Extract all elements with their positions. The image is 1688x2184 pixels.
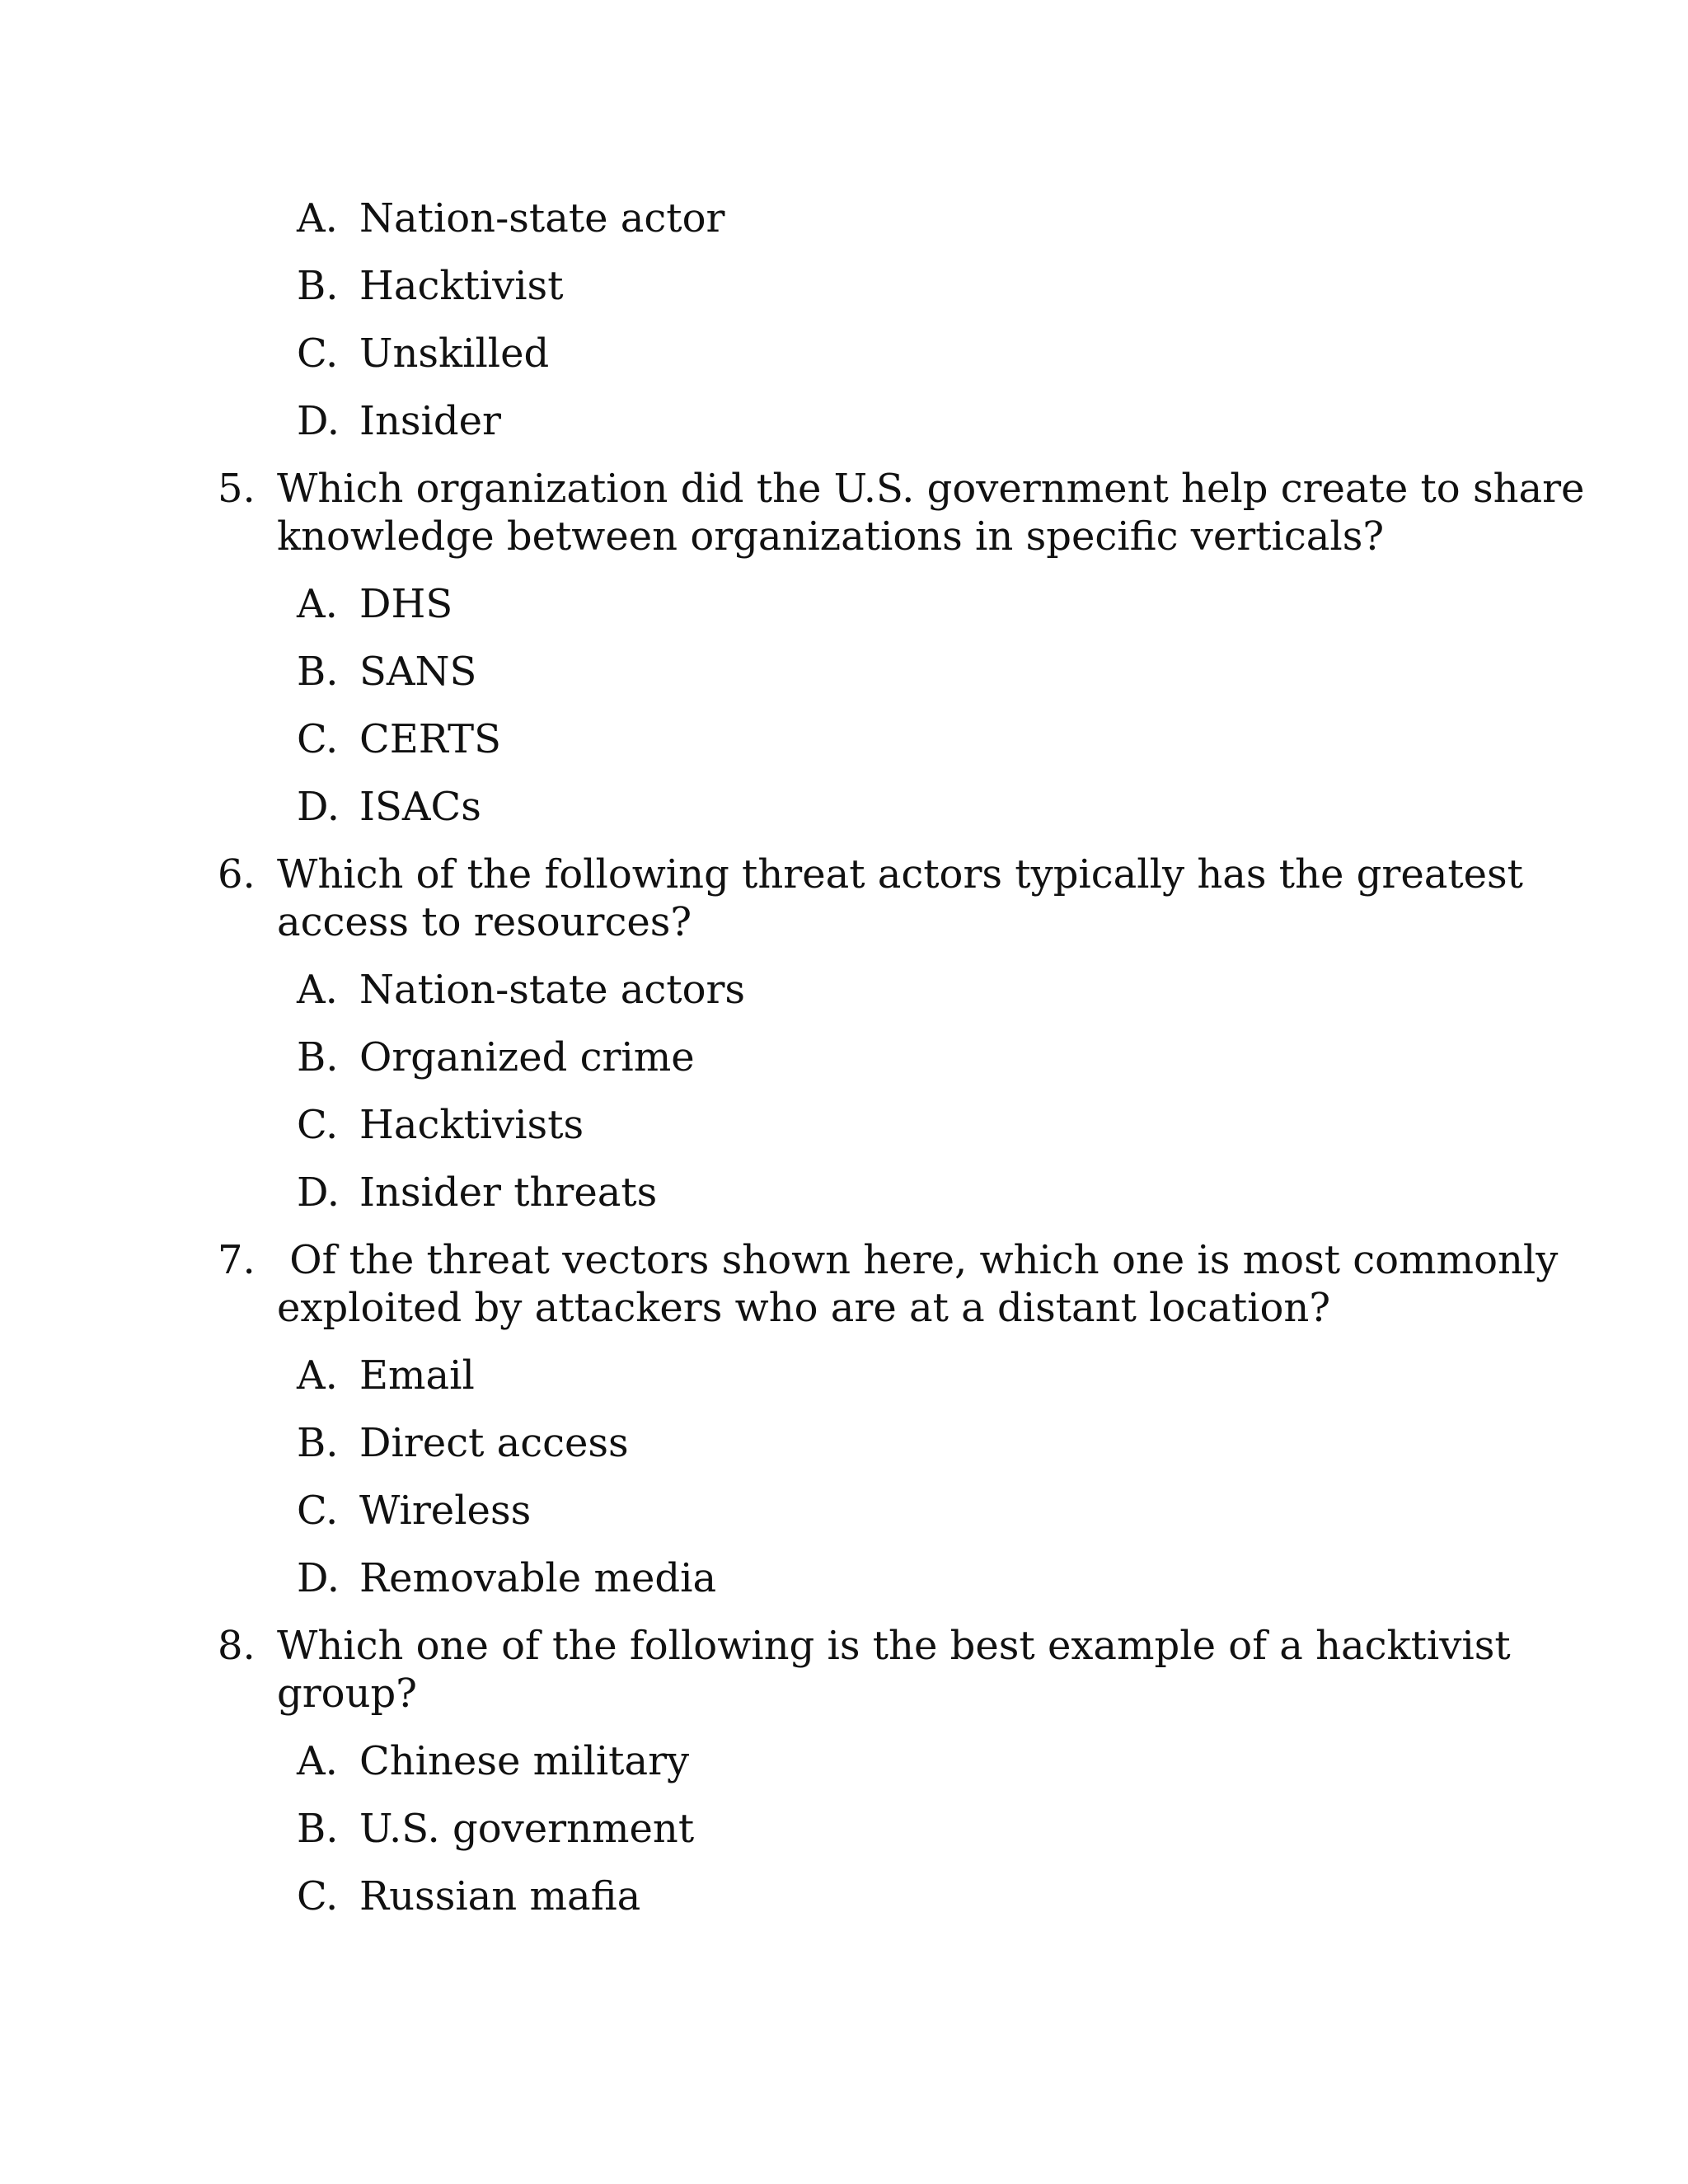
question-6-continuation — [277, 898, 692, 946]
answer-option — [297, 1352, 475, 1399]
option-letter: B. — [297, 263, 339, 309]
answer-option — [297, 262, 563, 310]
answer-option — [297, 1101, 584, 1149]
option-letter: D. — [297, 1555, 340, 1601]
answer-option — [297, 1554, 716, 1602]
option-letter: A. — [297, 1352, 338, 1399]
option-letter: A. — [297, 195, 338, 241]
answer-option — [297, 1737, 689, 1785]
question-text: group? — [277, 1671, 417, 1717]
question-number: 7. — [218, 1237, 256, 1283]
question-text: Of the threat vectors shown here, which one is most commonly — [277, 1237, 1559, 1283]
option-letter: D. — [297, 398, 340, 444]
answer-option — [297, 1419, 629, 1467]
answer-option — [297, 966, 745, 1014]
question-6 — [218, 851, 1523, 898]
option-text: Hacktivists — [359, 1102, 584, 1148]
answer-option — [297, 648, 476, 696]
option-letter: B. — [297, 1806, 339, 1852]
option-text: Nation-state actor — [359, 195, 725, 241]
question-text: exploited by attackers who are at a distant location? — [277, 1285, 1331, 1331]
question-7 — [218, 1236, 1558, 1284]
question-text: Which one of the following is the best example of a hacktivist — [277, 1623, 1511, 1669]
option-text: DHS — [359, 581, 453, 627]
option-text: CERTS — [359, 716, 501, 762]
question-number: 8. — [218, 1623, 256, 1669]
option-text: Wireless — [359, 1488, 532, 1534]
question-8 — [218, 1622, 1511, 1670]
option-letter: D. — [297, 784, 340, 830]
option-text: Removable media — [359, 1555, 717, 1601]
option-letter: B. — [297, 649, 339, 695]
answer-option — [297, 783, 481, 831]
answer-option — [297, 397, 501, 445]
answer-option — [297, 1805, 694, 1853]
option-letter: C. — [297, 330, 339, 377]
option-text: Nation-state actors — [359, 967, 746, 1013]
option-letter: D. — [297, 1169, 340, 1216]
question-text: access to resources? — [277, 899, 692, 945]
answer-option — [297, 330, 549, 377]
option-text: U.S. government — [359, 1806, 695, 1852]
option-text: Insider — [359, 398, 501, 444]
option-text: Organized crime — [359, 1034, 695, 1080]
answer-option — [297, 1033, 695, 1081]
option-letter: A. — [297, 1738, 338, 1784]
question-number: 5. — [218, 466, 256, 512]
option-letter: B. — [297, 1034, 339, 1080]
question-text: Which organization did the U.S. government help create to share — [277, 466, 1585, 512]
option-text: Hacktivist — [359, 263, 564, 309]
answer-option — [297, 1872, 640, 1920]
option-text: Insider threats — [359, 1169, 658, 1216]
question-7-continuation — [277, 1284, 1330, 1332]
option-letter: C. — [297, 716, 339, 762]
option-letter: B. — [297, 1420, 339, 1466]
question-5 — [218, 465, 1584, 513]
option-text: Chinese military — [359, 1738, 690, 1784]
question-text: knowledge between organizations in specific verticals? — [277, 513, 1385, 560]
answer-option — [297, 1169, 657, 1216]
answer-option — [297, 715, 501, 763]
option-text: SANS — [359, 649, 477, 695]
option-letter: A. — [297, 967, 338, 1013]
option-text: Email — [359, 1352, 475, 1399]
option-text: ISACs — [359, 784, 481, 830]
option-letter: C. — [297, 1873, 339, 1919]
option-letter: A. — [297, 581, 338, 627]
answer-option — [297, 580, 452, 628]
option-letter: C. — [297, 1102, 339, 1148]
answer-option — [297, 194, 724, 242]
option-text: Unskilled — [359, 330, 550, 377]
option-text: Direct access — [359, 1420, 629, 1466]
option-letter: C. — [297, 1488, 339, 1534]
question-8-continuation — [277, 1670, 417, 1718]
question-text: Which of the following threat actors typically has the greatest — [277, 851, 1523, 898]
question-number: 6. — [218, 851, 256, 898]
answer-option — [297, 1487, 531, 1535]
option-text: Russian mafia — [359, 1873, 641, 1919]
question-5-continuation — [277, 513, 1384, 560]
